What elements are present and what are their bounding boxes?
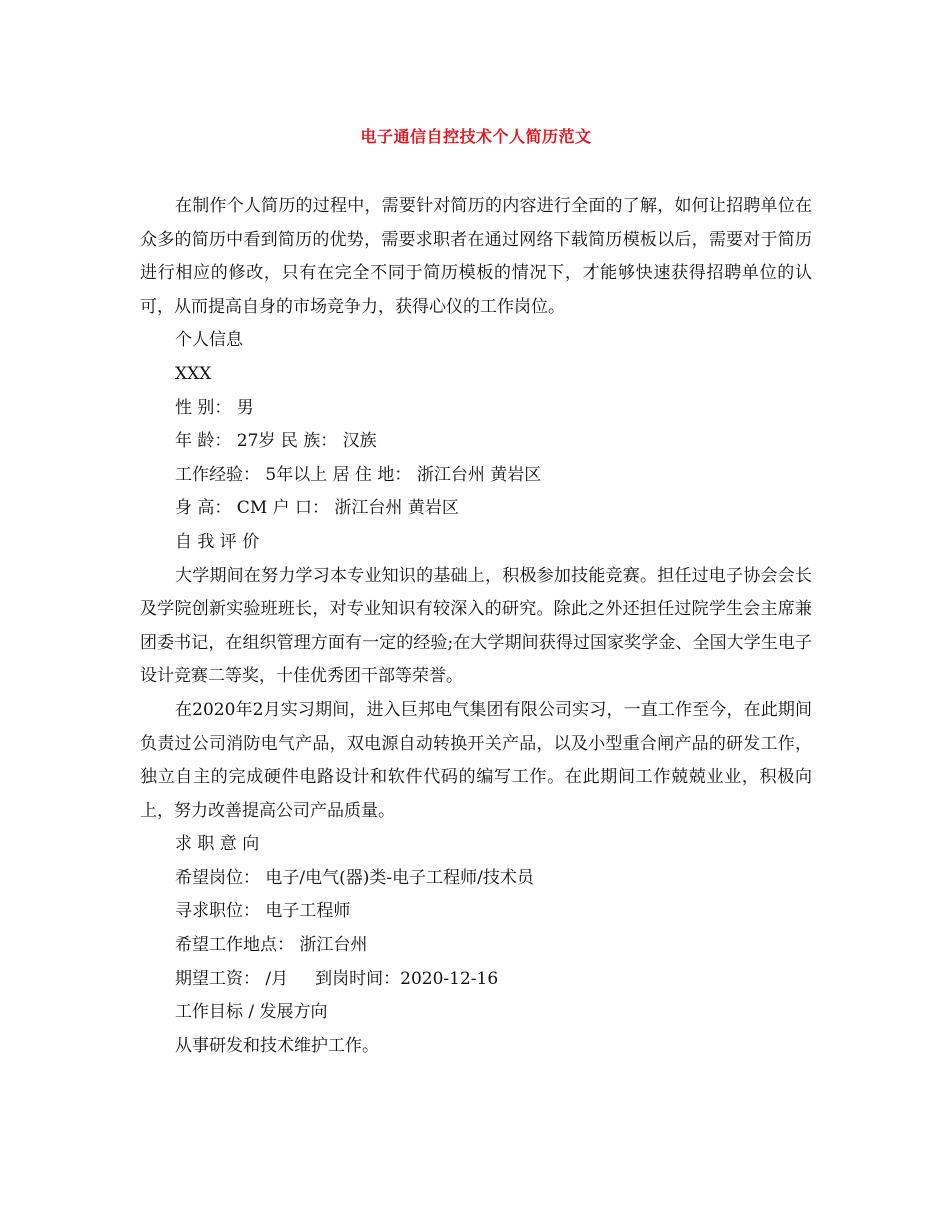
salary-arrival-line: 期望工资： /月 到岗时间：2020-12-16 [175,968,499,989]
personal-info-heading: 个人信息 [175,330,243,351]
height-hukou-line: 身 高： CM 户 口： 浙江台州 黄岩区 [175,498,459,519]
work-goal-text: 从事研发和技术维护工作。 [175,1035,379,1056]
document-title: 电子通信自控技术个人简历范文 [360,127,592,146]
desired-position-line: 希望岗位： 电子/电气(器)类-电子工程师/技术员 [175,867,534,888]
seeking-position-line: 寻求职位： 电子工程师 [175,901,351,922]
experience-residence-line: 工作经验： 5年以上 居 住 地： 浙江台州 黄岩区 [175,464,542,485]
age-ethnicity-line: 年 龄： 27岁 民 族： 汉族 [175,431,377,452]
document-body [140,190,812,1063]
intro-paragraph: 在制作个人简历的过程中，需要针对简历的内容进行全面的了解，如何让招聘单位在众多的简历中看到简历的优势，需要求职者在通过网络下载简历模板以后，需要对于简历进行相应的修改，只有在完全不同于简历模板的情况下，才能够快速获得招聘单位的认可，从而提高自身的市场竞争力，获得心仪的工作岗位。 [140,196,812,317]
gender-line: 性 别： 男 [175,397,254,418]
self-evaluation-paragraph-2: 在2020年2月实习期间，进入巨邦电气集团有限公司实习，一直工作至今，在此期间负责过公司消防电气产品，双电源自动转换开关产品，以及小型重合闸产品的研发工作，独立自主的完成硬件电路设计和软件代码的编写工作。在此期间工作兢兢业业，积极向上，努力改善提高公司产品质量。 [140,699,812,821]
work-goal-heading: 工作目标 / 发展方向 [175,1002,328,1023]
self-evaluation-paragraph-1: 大学期间在努力学习本专业知识的基础上，积极参加技能竞赛。担任过电子协会会长及学院创新实验班班长，对专业知识有较深入的研究。除此之外还担任过院学生会主席兼团委书记，在组织管理方面有一定的经验;在大学期间获得过国家奖学金、全国大学生电子设计竞赛二等奖，十佳优秀团干部等荣誉。 [140,565,812,687]
name-line: XXX [175,363,212,384]
self-evaluation-heading: 自 我 评 价 [175,531,260,552]
job-intention-heading: 求 职 意 向 [175,834,260,855]
desired-location-line: 希望工作地点： 浙江台州 [175,935,368,956]
